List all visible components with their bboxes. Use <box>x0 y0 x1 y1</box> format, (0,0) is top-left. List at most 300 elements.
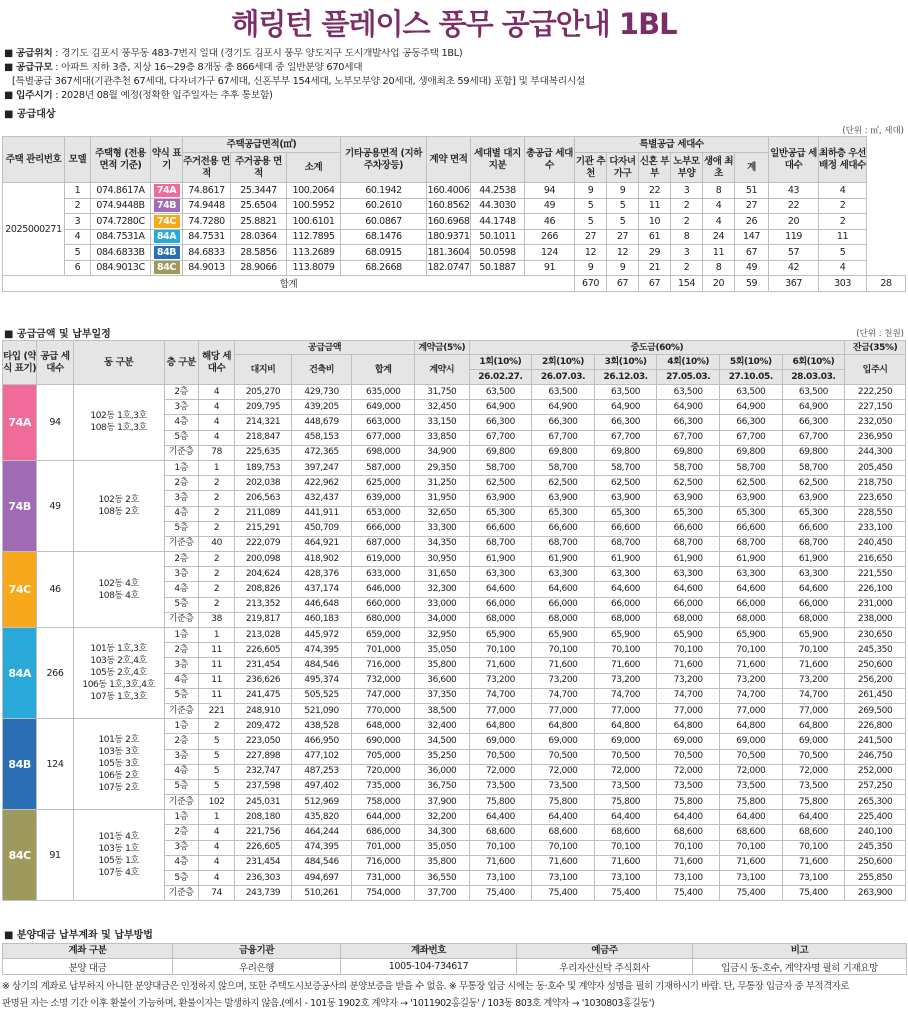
price-sum-cell: 716,000 <box>352 855 415 870</box>
supply-first-cell: 8 <box>703 260 735 276</box>
price-balance-cell: 231,000 <box>845 597 906 612</box>
supply-land-cell: 44.1748 <box>471 214 525 230</box>
th-p-units: 공급 세대수 <box>37 341 73 385</box>
price-mid-cell: 66,600 <box>657 521 720 536</box>
price-mid-cell: 70,500 <box>594 749 657 764</box>
price-mid-cell: 73,200 <box>782 673 845 688</box>
price-count-cell: 2 <box>198 719 234 734</box>
price-count-cell: 102 <box>198 795 234 810</box>
supply-contract-cell: 160.4006 <box>427 183 471 199</box>
price-mid-cell: 63,300 <box>782 567 845 582</box>
price-sum-cell: 687,000 <box>352 536 415 551</box>
supply-sp-cell: 26 <box>735 214 769 230</box>
price-floor-cell: 3층 <box>164 749 198 764</box>
price-building-cell: 466,950 <box>291 734 352 749</box>
supply-subtotal-cell: 100.6101 <box>287 214 341 230</box>
price-mid-cell: 73,200 <box>532 673 595 688</box>
price-mid-cell: 58,700 <box>532 460 595 475</box>
supply-private-cell: 74.8617 <box>183 183 231 199</box>
price-count-cell: 40 <box>198 536 234 551</box>
supply-first-cell: 11 <box>703 245 735 261</box>
price-floor-cell: 기준층 <box>164 886 198 901</box>
price-mid-cell: 63,500 <box>469 385 532 400</box>
price-building-cell: 495,374 <box>291 673 352 688</box>
price-balance-cell: 221,550 <box>845 567 906 582</box>
supply-subtotal-cell: 113.2689 <box>287 245 341 261</box>
price-floor-cell: 2층 <box>164 643 198 658</box>
short-type-cell <box>151 260 183 276</box>
price-building-cell: 474,395 <box>291 643 352 658</box>
price-mid-cell: 69,000 <box>594 734 657 749</box>
th-p-floor: 층 구분 <box>164 341 198 385</box>
supply-land-cell: 50.1887 <box>471 260 525 276</box>
th-subtotal: 소계 <box>287 153 341 183</box>
price-mid-cell: 66,300 <box>657 415 720 430</box>
price-mid-cell: 77,000 <box>782 703 845 718</box>
price-mid-cell: 72,000 <box>594 764 657 779</box>
price-units-cell: 49 <box>37 460 73 551</box>
supply-other-cell: 68.1476 <box>341 229 427 245</box>
price-balance-cell: 263,900 <box>845 886 906 901</box>
info-movein-value: : 2028년 08월 예정(정확한 입주일자는 추후 통보함) <box>52 90 273 101</box>
price-mid-cell: 58,700 <box>657 460 720 475</box>
sum-newlywed-cell: 154 <box>671 276 703 292</box>
supply-sp-cell: 147 <box>735 229 769 245</box>
price-sum-cell: 653,000 <box>352 506 415 521</box>
account-cell: 입금시 동-호수, 계약자명 필히 기재요망 <box>693 959 907 975</box>
supply-total-cell: 49 <box>525 198 575 214</box>
th-mid-4: 4회(10%) <box>657 355 720 370</box>
price-count-cell: 1 <box>198 810 234 825</box>
price-mid-cell: 67,700 <box>469 430 532 445</box>
price-land-cell: 236,303 <box>235 871 292 886</box>
supply-common-cell: 28.9066 <box>231 260 287 276</box>
supply-row <box>3 183 906 199</box>
supply-multi-cell: 12 <box>607 245 639 261</box>
price-mid-cell: 61,900 <box>594 552 657 567</box>
price-building-cell: 464,921 <box>291 536 352 551</box>
supply-first-cell: 24 <box>703 229 735 245</box>
price-sum-cell: 720,000 <box>352 764 415 779</box>
price-land-cell: 213,028 <box>235 628 292 643</box>
price-deposit-cell: 29,350 <box>415 460 470 475</box>
price-deposit-cell: 34,350 <box>415 536 470 551</box>
supply-total-cell: 124 <box>525 245 575 261</box>
price-land-cell: 205,270 <box>235 385 292 400</box>
account-header: 예금주 <box>517 944 693 959</box>
info-movein <box>4 90 908 102</box>
price-mid-cell: 64,400 <box>720 810 783 825</box>
th-mid-date-4: 27.05.03. <box>657 370 720 385</box>
price-building-cell: 435,820 <box>291 810 352 825</box>
price-mid-cell: 64,600 <box>657 582 720 597</box>
section-supply-target: ■ 공급대상 <box>4 109 56 120</box>
price-mid-cell: 63,900 <box>594 491 657 506</box>
price-building-cell: 477,102 <box>291 749 352 764</box>
price-mid-cell: 69,800 <box>720 445 783 460</box>
price-dong-cell <box>73 628 164 719</box>
price-mid-cell: 68,000 <box>594 612 657 627</box>
price-mid-cell: 67,700 <box>657 430 720 445</box>
supply-common-cell: 25.6504 <box>231 198 287 214</box>
price-land-cell: 206,563 <box>235 491 292 506</box>
price-floor-cell: 4층 <box>164 415 198 430</box>
price-mid-cell: 70,100 <box>532 840 595 855</box>
price-type-cell: 84B <box>3 719 37 810</box>
th-mid-2: 2회(10%) <box>532 355 595 370</box>
th-house-type: 주택형 (전용면적 기준) <box>91 137 151 183</box>
supply-newlywed-cell: 22 <box>639 183 671 199</box>
price-mid-cell: 70,100 <box>782 840 845 855</box>
price-building-cell: 484,546 <box>291 658 352 673</box>
price-mid-cell: 73,100 <box>720 871 783 886</box>
price-count-cell: 38 <box>198 612 234 627</box>
short-type-cell <box>151 198 183 214</box>
price-land-cell: 223,050 <box>235 734 292 749</box>
sum-lowest-cell: 28 <box>867 276 906 292</box>
price-type-cell: 84A <box>3 628 37 719</box>
price-deposit-cell: 35,800 <box>415 855 470 870</box>
price-land-cell: 222,079 <box>235 536 292 551</box>
supply-total-cell: 266 <box>525 229 575 245</box>
price-sum-cell: 635,000 <box>352 385 415 400</box>
price-count-cell: 2 <box>198 582 234 597</box>
th-p-on-movein: 입주시 <box>845 355 906 385</box>
price-mid-cell: 75,800 <box>469 795 532 810</box>
type-badge: 74C <box>154 215 180 228</box>
price-mid-cell: 70,100 <box>657 840 720 855</box>
price-building-cell: 521,090 <box>291 703 352 718</box>
price-sum-cell: 680,000 <box>352 612 415 627</box>
price-deposit-cell: 35,250 <box>415 749 470 764</box>
price-mid-cell: 67,700 <box>782 430 845 445</box>
price-mid-cell: 70,100 <box>469 643 532 658</box>
type-badge: 74A <box>154 184 180 197</box>
th-p-mid-group: 중도금(60%) <box>469 341 845 355</box>
price-row <box>3 552 906 567</box>
dong-line: 101동 2호 <box>98 735 139 746</box>
price-land-cell: 202,038 <box>235 476 292 491</box>
price-mid-cell: 71,600 <box>594 855 657 870</box>
price-mid-cell: 73,500 <box>657 779 720 794</box>
price-mid-cell: 61,900 <box>532 552 595 567</box>
th-sp-total: 계 <box>735 153 769 183</box>
price-mid-cell: 66,300 <box>782 415 845 430</box>
price-row <box>3 719 906 734</box>
supply-inst-cell: 9 <box>575 260 607 276</box>
price-mid-cell: 65,300 <box>469 506 532 521</box>
info-location-label: ■ 공급위치 <box>4 48 53 59</box>
price-mid-cell: 62,500 <box>657 476 720 491</box>
price-type-cell: 74B <box>3 460 37 551</box>
supply-table <box>2 136 906 292</box>
type-badge: 74B <box>154 199 180 212</box>
price-balance-cell: 250,600 <box>845 658 906 673</box>
price-mid-cell: 63,300 <box>469 567 532 582</box>
price-mid-cell: 64,400 <box>657 810 720 825</box>
price-count-cell: 2 <box>198 506 234 521</box>
sum-label: 합계 <box>3 276 575 292</box>
price-land-cell: 189,753 <box>235 460 292 475</box>
account-cell: 우리은행 <box>173 959 341 975</box>
price-deposit-cell: 34,900 <box>415 445 470 460</box>
price-floor-cell: 4층 <box>164 764 198 779</box>
th-p-type: 타입 (약식 표기) <box>3 341 37 385</box>
price-mid-cell: 62,500 <box>594 476 657 491</box>
supply-total-cell: 46 <box>525 214 575 230</box>
dong-line: 101동 4호 <box>98 832 139 843</box>
price-floor-cell: 5층 <box>164 688 198 703</box>
price-mid-cell: 72,000 <box>782 764 845 779</box>
price-mid-cell: 75,800 <box>720 795 783 810</box>
price-balance-cell: 269,500 <box>845 703 906 718</box>
price-building-cell: 446,648 <box>291 597 352 612</box>
price-count-cell: 4 <box>198 871 234 886</box>
price-deposit-cell: 32,950 <box>415 628 470 643</box>
model-cell: 1 <box>65 183 91 199</box>
price-mid-cell: 71,600 <box>532 658 595 673</box>
sum-general-cell: 303 <box>819 276 867 292</box>
price-mid-cell: 64,800 <box>720 719 783 734</box>
supply-lowest-cell: 11 <box>819 229 867 245</box>
price-mid-cell: 63,500 <box>657 385 720 400</box>
price-dong-cell <box>73 460 164 551</box>
price-mid-cell: 63,300 <box>720 567 783 582</box>
price-mid-cell: 68,600 <box>469 825 532 840</box>
price-land-cell: 200,098 <box>235 552 292 567</box>
price-land-cell: 226,605 <box>235 840 292 855</box>
price-mid-cell: 71,600 <box>594 658 657 673</box>
th-house-no: 주택 관리번호 <box>3 137 65 183</box>
price-row <box>3 628 906 643</box>
supply-newlywed-cell: 21 <box>639 260 671 276</box>
price-floor-cell: 1층 <box>164 719 198 734</box>
supply-other-cell: 60.0867 <box>341 214 427 230</box>
price-mid-cell: 66,000 <box>657 597 720 612</box>
price-sum-cell: 770,000 <box>352 703 415 718</box>
price-mid-cell: 64,600 <box>532 582 595 597</box>
price-land-cell: 211,089 <box>235 506 292 521</box>
th-p-balance-group: 잔금(35%) <box>845 341 906 355</box>
price-land-cell: 214,321 <box>235 415 292 430</box>
price-deposit-cell: 34,500 <box>415 734 470 749</box>
price-units-cell: 94 <box>37 385 73 461</box>
th-p-count: 해당 세대수 <box>198 341 234 385</box>
info-scale-label: ■ 공급규모 <box>4 62 53 73</box>
price-deposit-cell: 36,750 <box>415 779 470 794</box>
price-deposit-cell: 31,950 <box>415 491 470 506</box>
supply-sp-cell: 49 <box>735 260 769 276</box>
supply-subtotal-cell: 100.2064 <box>287 183 341 199</box>
price-land-cell: 204,624 <box>235 567 292 582</box>
notes <box>2 978 906 1012</box>
section-account: ■ 분양대금 납부계좌 및 납부방법 <box>4 930 153 941</box>
section-price: ■ 공급금액 및 납부일정 <box>4 329 111 340</box>
price-land-cell: 227,898 <box>235 749 292 764</box>
price-building-cell: 450,709 <box>291 521 352 536</box>
supply-first-cell: 8 <box>703 183 735 199</box>
th-p-amount-group: 공급금액 <box>235 341 415 355</box>
price-balance-cell: 240,100 <box>845 825 906 840</box>
supply-total-cell: 94 <box>525 183 575 199</box>
price-mid-cell: 64,800 <box>594 719 657 734</box>
price-mid-cell: 70,500 <box>469 749 532 764</box>
price-mid-cell: 73,500 <box>469 779 532 794</box>
supply-general-cell: 119 <box>769 229 819 245</box>
price-floor-cell: 2층 <box>164 385 198 400</box>
supply-common-cell: 28.0364 <box>231 229 287 245</box>
model-cell: 2 <box>65 198 91 214</box>
model-cell: 6 <box>65 260 91 276</box>
price-row <box>3 810 906 825</box>
dong-line: 107동 1호,3호 <box>90 692 147 703</box>
price-land-cell: 245,031 <box>235 795 292 810</box>
price-mid-cell: 70,100 <box>657 643 720 658</box>
dong-line: 101동 1호,3호 <box>90 644 147 655</box>
price-balance-cell: 255,850 <box>845 871 906 886</box>
price-sum-cell: 649,000 <box>352 400 415 415</box>
price-building-cell: 437,174 <box>291 582 352 597</box>
dong-line: 106동 2호 <box>98 771 139 782</box>
price-mid-cell: 71,600 <box>469 658 532 673</box>
price-mid-cell: 72,000 <box>469 764 532 779</box>
supply-elderly-cell: 2 <box>671 214 703 230</box>
th-elderly: 노부모 부양 <box>671 153 703 183</box>
price-deposit-cell: 32,650 <box>415 506 470 521</box>
price-balance-cell: 257,250 <box>845 779 906 794</box>
price-land-cell: 209,795 <box>235 400 292 415</box>
price-mid-cell: 68,000 <box>782 612 845 627</box>
price-mid-cell: 70,500 <box>782 749 845 764</box>
price-deposit-cell: 36,000 <box>415 764 470 779</box>
price-deposit-cell: 31,250 <box>415 476 470 491</box>
price-mid-cell: 71,600 <box>720 855 783 870</box>
price-floor-cell: 5층 <box>164 597 198 612</box>
price-building-cell: 458,153 <box>291 430 352 445</box>
price-floor-cell: 3층 <box>164 658 198 673</box>
supply-contract-cell: 160.6968 <box>427 214 471 230</box>
short-type-cell <box>151 183 183 199</box>
price-count-cell: 78 <box>198 445 234 460</box>
th-p-deposit-group: 계약금(5%) <box>415 341 470 355</box>
price-count-cell: 2 <box>198 552 234 567</box>
supply-land-cell: 44.3030 <box>471 198 525 214</box>
price-mid-cell: 69,800 <box>469 445 532 460</box>
price-building-cell: 512,969 <box>291 795 352 810</box>
price-floor-cell: 5층 <box>164 521 198 536</box>
supply-common-cell: 25.3447 <box>231 183 287 199</box>
price-balance-cell: 250,600 <box>845 855 906 870</box>
supply-general-cell: 43 <box>769 183 819 199</box>
price-mid-cell: 63,300 <box>532 567 595 582</box>
price-floor-cell: 2층 <box>164 476 198 491</box>
price-mid-cell: 70,100 <box>594 840 657 855</box>
price-building-cell: 510,261 <box>291 886 352 901</box>
price-mid-cell: 68,000 <box>469 612 532 627</box>
dong-line: 103동 1호 <box>98 844 139 855</box>
price-mid-cell: 74,700 <box>469 688 532 703</box>
dong-line: 102동 2호 <box>98 495 139 505</box>
price-mid-cell: 64,600 <box>720 582 783 597</box>
price-sum-cell: 625,000 <box>352 476 415 491</box>
th-mid-date-3: 26.12.03. <box>594 370 657 385</box>
price-mid-cell: 64,400 <box>782 810 845 825</box>
supply-newlywed-cell: 10 <box>639 214 671 230</box>
price-sum-cell: 648,000 <box>352 719 415 734</box>
supply-inst-cell: 5 <box>575 214 607 230</box>
price-deposit-cell: 37,700 <box>415 886 470 901</box>
price-mid-cell: 70,500 <box>657 749 720 764</box>
note-line: 판명된 자는 소명 기간 이후 환불이 가능하며, 환불이자는 발생하지 않음.(예시 - 101동 1902호 계약자 → '1011902홍길동' / 103동 803호 계약자 → '1030803홍길동') <box>2 998 655 1009</box>
th-common: 주거공용 면적 <box>231 153 287 183</box>
dong-line: 108동 4호 <box>98 590 139 601</box>
info-location <box>4 48 908 60</box>
price-mid-cell: 69,000 <box>720 734 783 749</box>
note-line: ※ 상기의 계좌로 납부하지 아니한 분양대금은 인정하지 않으며, 또한 주택도시보증공사의 분양보증을 받을 수 없음. ※ 무통장 입금 시에는 동·호수 및 계약자 성명을 필히 기재하시기 바람. 단, 무통장 입금자 중 부적격자로 <box>2 981 850 992</box>
price-mid-cell: 66,000 <box>532 597 595 612</box>
th-p-building: 건축비 <box>291 355 352 385</box>
price-mid-cell: 63,900 <box>720 491 783 506</box>
price-mid-cell: 64,800 <box>532 719 595 734</box>
th-land: 세대별 대지지분 <box>471 137 525 183</box>
account-header: 비고 <box>693 944 907 959</box>
supply-contract-cell: 182.0747 <box>427 260 471 276</box>
price-floor-cell: 2층 <box>164 552 198 567</box>
price-count-cell: 4 <box>198 385 234 400</box>
price-mid-cell: 69,800 <box>532 445 595 460</box>
price-row <box>3 385 906 400</box>
price-mid-cell: 75,400 <box>532 886 595 901</box>
price-balance-cell: 205,450 <box>845 460 906 475</box>
price-type-cell: 74C <box>3 552 37 628</box>
price-mid-cell: 72,000 <box>532 764 595 779</box>
price-balance-cell: 246,750 <box>845 749 906 764</box>
dong-line: 103동 3호 <box>98 747 139 758</box>
price-building-cell: 460,183 <box>291 612 352 627</box>
house-type-cell: 084.9013C <box>91 260 151 276</box>
price-floor-cell: 4층 <box>164 855 198 870</box>
price-mid-cell: 70,100 <box>720 643 783 658</box>
price-mid-cell: 75,400 <box>782 886 845 901</box>
th-mid-date-6: 28.03.03. <box>782 370 845 385</box>
supply-lowest-cell: 5 <box>819 245 867 261</box>
house-no-cell: 2025000271 <box>3 183 65 276</box>
sum-inst-cell: 67 <box>607 276 639 292</box>
supply-lowest-cell: 4 <box>819 183 867 199</box>
price-balance-cell: 226,800 <box>845 719 906 734</box>
price-balance-cell: 252,000 <box>845 764 906 779</box>
price-mid-cell: 68,600 <box>532 825 595 840</box>
price-mid-cell: 64,900 <box>594 400 657 415</box>
price-mid-cell: 73,200 <box>720 673 783 688</box>
supply-newlywed-cell: 61 <box>639 229 671 245</box>
supply-subtotal-cell: 113.8079 <box>287 260 341 276</box>
price-mid-cell: 64,600 <box>469 582 532 597</box>
price-mid-cell: 68,700 <box>469 536 532 551</box>
price-balance-cell: 244,300 <box>845 445 906 460</box>
price-mid-cell: 66,600 <box>782 521 845 536</box>
price-balance-cell: 226,100 <box>845 582 906 597</box>
th-p-dong: 동 구분 <box>73 341 164 385</box>
price-mid-cell: 69,800 <box>657 445 720 460</box>
supply-common-cell: 28.5856 <box>231 245 287 261</box>
price-count-cell: 5 <box>198 764 234 779</box>
price-mid-cell: 63,900 <box>782 491 845 506</box>
price-building-cell: 439,205 <box>291 400 352 415</box>
price-mid-cell: 66,000 <box>594 597 657 612</box>
price-mid-cell: 77,000 <box>720 703 783 718</box>
price-sum-cell: 690,000 <box>352 734 415 749</box>
